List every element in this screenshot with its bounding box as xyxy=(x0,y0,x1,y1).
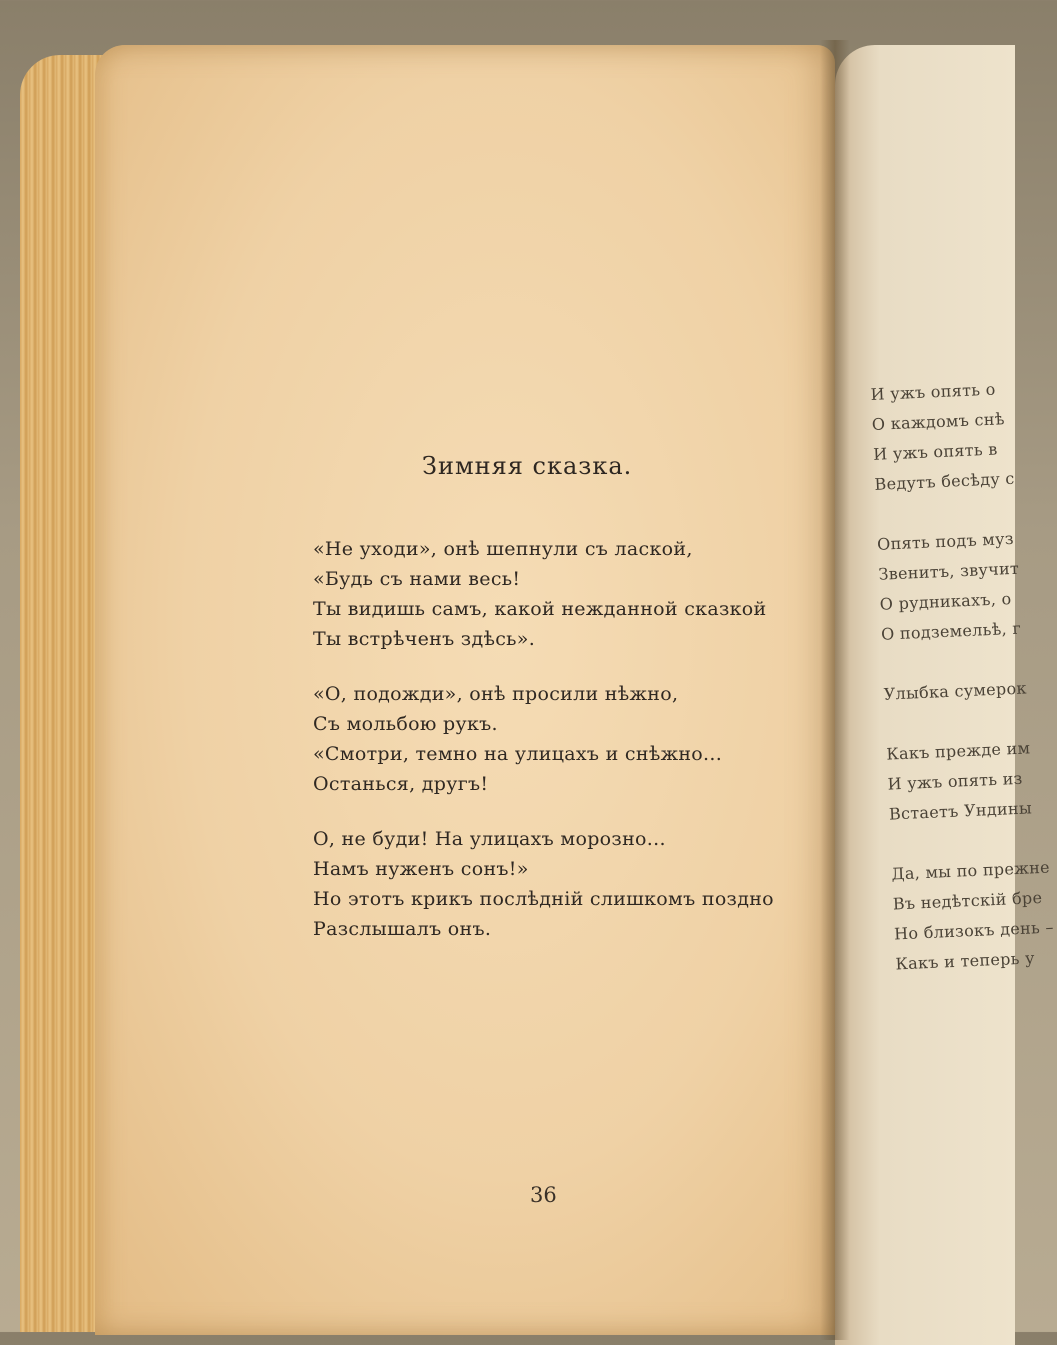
poem-line: «Будь съ нами весь! xyxy=(313,568,521,590)
poem-line: Въ недѣтскій бре xyxy=(892,887,1043,914)
stanza xyxy=(877,523,1042,650)
stanza xyxy=(313,534,774,654)
poem-line: Разслышалъ онъ. xyxy=(313,918,492,940)
stanza xyxy=(313,679,774,799)
book-gutter xyxy=(820,40,850,1340)
poem-line: О каждомъ снѣ xyxy=(871,409,1006,434)
poem-line: И ужъ опять о xyxy=(870,379,996,404)
poem-line: «Не уходи», онѣ шепнули съ лаской, xyxy=(313,538,693,560)
page-number: 36 xyxy=(530,1183,557,1207)
poem-line: Ты встрѣченъ здѣсь». xyxy=(313,628,536,650)
poem-line: Опять подъ муз xyxy=(876,528,1015,554)
poem-line: Останься, другъ! xyxy=(313,773,489,795)
poem-line: «О, подожди», онѣ просили нѣжно, xyxy=(313,683,679,705)
poem-line: Да, мы по прежне xyxy=(891,857,1051,884)
stanza xyxy=(883,673,1044,710)
stanza xyxy=(891,853,1056,980)
poem-line: Ведутъ бесѣду с xyxy=(874,468,1015,494)
poem-line: Улыбка сумерок xyxy=(883,678,1028,704)
stanza xyxy=(313,824,774,944)
poem-line: О рудникахъ, о xyxy=(879,589,1012,614)
poem-body xyxy=(313,534,774,969)
poem-line: Но близокъ день – xyxy=(893,917,1055,944)
poem-line: О подземельѣ, г xyxy=(880,618,1022,644)
poem-line: И ужъ опять в xyxy=(872,439,998,464)
poem-line: Какъ прежде им xyxy=(885,738,1031,764)
poem-line: И ужъ опять из xyxy=(887,768,1024,794)
poem-line: Съ мольбою рукъ. xyxy=(313,713,498,735)
right-page-text xyxy=(870,373,1057,1009)
poem-title: Зимняя сказка. xyxy=(422,452,633,480)
poem-line: Встаетъ Ундины xyxy=(888,798,1033,824)
stanza xyxy=(870,373,1035,500)
poem-line: Звенитъ, звучит xyxy=(878,558,1020,584)
poem-line: «Смотри, темно на улицахъ и снѣжно... xyxy=(313,743,723,765)
poem-line: Ты видишь самъ, какой нежданной сказкой xyxy=(313,598,767,620)
poem-line: О, не буди! На улицахъ морозно... xyxy=(313,828,666,850)
stanza xyxy=(886,733,1049,830)
poem-line: Но этотъ крикъ послѣдній слишкомъ поздно xyxy=(313,888,774,910)
poem-line: Намъ нуженъ сонъ!» xyxy=(313,858,529,880)
poem-line: Какъ и теперь у xyxy=(895,948,1036,974)
